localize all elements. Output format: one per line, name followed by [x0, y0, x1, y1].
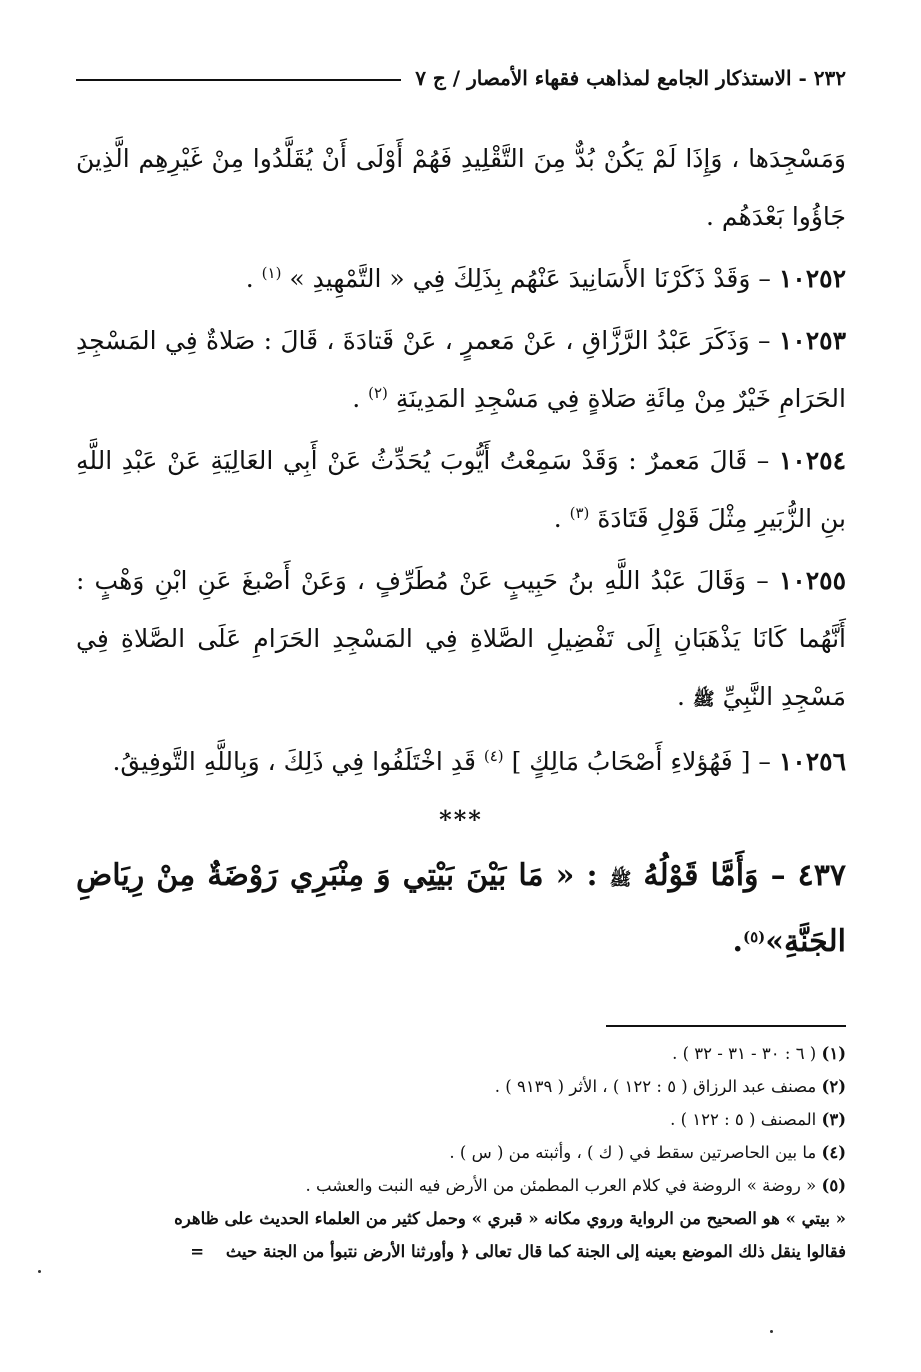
dash: –: [749, 326, 771, 355]
footnote-number: (١): [821, 1044, 846, 1063]
paragraph-10253: [76, 312, 846, 428]
paragraph-number: ١٠٢٥٤: [778, 446, 847, 475]
footnote-text: ما بين الحاصرتين سقط في ( ك ) ، وأثبته من ( س ) .: [449, 1143, 817, 1162]
paragraph-text: وَذَكَرَ عَبْدُ الرَّزَّاقِ ، عَنْ مَعمرٍ ، عَنْ قَتادَةَ ، قَالَ : صَلاةٌ فِي المَسْجِدِ الحَرَامِ خَيْرٌ مِنْ مِائَةِ صَلاةٍ فِي مَسْجِدِ المَدِينَةِ: [76, 326, 846, 413]
paragraph-10255: [76, 552, 846, 729]
heading-text: وَأَمَّا قَوْلُهُ: [643, 858, 759, 893]
paragraph-end: .: [677, 682, 693, 711]
heading-quote: : « مَا بَيْنَ بَيْتِي وَ مِنْبَرِي رَوْضَةٌ مِنْ رِيَاضِ الجَنَّةِ»: [76, 858, 846, 959]
footnote-5-continuation: [76, 1202, 846, 1235]
running-title: ٢٣٢ - الاستذكار الجامع لمذاهب فقهاء الأمصار / ج ٧: [415, 66, 846, 90]
footnote-text: فقالوا ينقل ذلك الموضع بعينه إلى الجنة كما قال تعالى ﴿ وأورثنا الأرض نتبوأ من الجنة حيث: [225, 1242, 846, 1261]
footnote-ref[interactable]: (٥): [742, 928, 766, 946]
paragraph-number: ١٠٢٥٥: [778, 566, 846, 595]
heading-end: .: [732, 924, 743, 959]
footnote-text: المصنف ( ٥ : ١٢٢ ) .: [670, 1110, 817, 1129]
continuation-mark: =: [190, 1242, 205, 1261]
paragraph-end: .: [352, 384, 369, 413]
paragraph-text: وَمَسْجِدَها ، وَإِذَا لَمْ يَكُنْ بُدٌّ مِنَ التَّقْلِيدِ فَهُمْ أَوْلَى أَنْ يُقَلَّدُوا مِنْ غَيْرِهِم الَّذِينَ جَاؤُوا بَعْدَهُم .: [76, 144, 846, 231]
section-separator: ***: [439, 805, 483, 834]
dash: –: [746, 566, 769, 595]
dash: –: [750, 264, 771, 293]
footnote-1: [76, 1037, 846, 1070]
paragraph-text-cont: قَدِ اخْتَلَفُوا فِي ذَلِكَ ، وَبِاللَّهِ التَّوفِيقُ.: [112, 747, 476, 776]
paragraph-10256: [76, 733, 846, 791]
pbuh-ligature: ﷺ: [692, 689, 715, 710]
scan-speck: [770, 1330, 773, 1333]
paragraph-text: وَقَدْ ذَكَرْنَا الأَسَانِيدَ عَنْهُم بِذَلِكَ فِي « التَّمْهِيدِ »: [289, 264, 751, 293]
paragraph-text: وَقَالَ عَبْدُ اللَّهِ بنُ حَبِيبٍ عَنْ مُطَرِّفٍ ، وَعَنْ أَصْبغَ عَنِ ابْنِ وَهْبٍ : أَنَّهُما كَانَا يَذْهَبَانِ إِلَى تَفْضِيلِ الصَّلاةِ فِي المَسْجِدِ الحَرَامِ عَلَى الصَّلاةِ فِي مَسْجِدِ النَّبِيِّ: [76, 566, 846, 711]
dash: –: [758, 858, 786, 893]
paragraph-end: .: [553, 504, 570, 533]
footnote-text: « روضة » الروضة في كلام العرب المطمئن من الأرض فيه النبت والعشب .: [305, 1176, 817, 1195]
footnote-4: [76, 1136, 846, 1169]
main-text: [76, 130, 846, 973]
paragraph-10252: [76, 250, 846, 308]
footnote-5: [76, 1169, 846, 1202]
heading-number: ٤٣٧: [797, 858, 846, 893]
footnote-ref[interactable]: (٢): [368, 384, 388, 402]
footnote-number: (٤): [821, 1143, 846, 1162]
paragraph-continuation: [76, 130, 846, 246]
footnotes: [76, 1025, 846, 1268]
footnote-text: ( ٦ : ٣٠ - ٣١ - ٣٢ ) .: [672, 1044, 817, 1063]
scan-speck: [38, 1270, 41, 1273]
pbuh-ligature: ﷺ: [609, 869, 632, 890]
paragraph-number: ١٠٢٥٢: [778, 264, 846, 293]
footnote-5-continuation-2: [76, 1235, 846, 1268]
footnote-rule: [606, 1025, 846, 1027]
header-rule: [76, 79, 401, 81]
paragraph-number: ١٠٢٥٦: [778, 747, 846, 776]
footnote-3: [76, 1103, 846, 1136]
running-header: [76, 58, 846, 98]
paragraph-text: قَالَ مَعمرٌ : وَقَدْ سَمِعْتُ أَيُّوبَ يُحَدِّثُ عَنْ أَبِي العَالِيَةِ عَنْ عَبْدِ اللَّهِ بنِ الزُّبَيرِ مِثْلَ قَوْلِ قَتَادَةَ: [76, 446, 846, 533]
footnote-2: [76, 1070, 846, 1103]
paragraph-text: [ فَهُؤلاءِ أَصْحَابُ مَالِكٍ ]: [511, 747, 751, 776]
dash: –: [747, 446, 770, 475]
footnote-text: « بيتي » هو الصحيح من الرواية وروي مكانه « قبري » وحمل كثير من العلماء الحديث على ظاهره: [174, 1209, 846, 1228]
dash: –: [750, 747, 771, 776]
paragraph-number: ١٠٢٥٣: [778, 326, 846, 355]
section-heading-437: [76, 845, 846, 973]
paragraph-10254: [76, 432, 846, 548]
footnote-ref[interactable]: (٤): [483, 747, 504, 765]
footnote-text: مصنف عبد الرزاق ( ٥ : ١٢٢ ) ، الأثر ( ٩١٣٩ ) .: [494, 1077, 817, 1096]
footnote-number: (٢): [821, 1077, 846, 1096]
footnote-number: (٣): [821, 1110, 846, 1129]
footnote-ref[interactable]: (٣): [569, 504, 590, 522]
footnote-ref[interactable]: (١): [261, 264, 282, 282]
paragraph-end: .: [245, 264, 262, 293]
footnote-number: (٥): [821, 1176, 846, 1195]
